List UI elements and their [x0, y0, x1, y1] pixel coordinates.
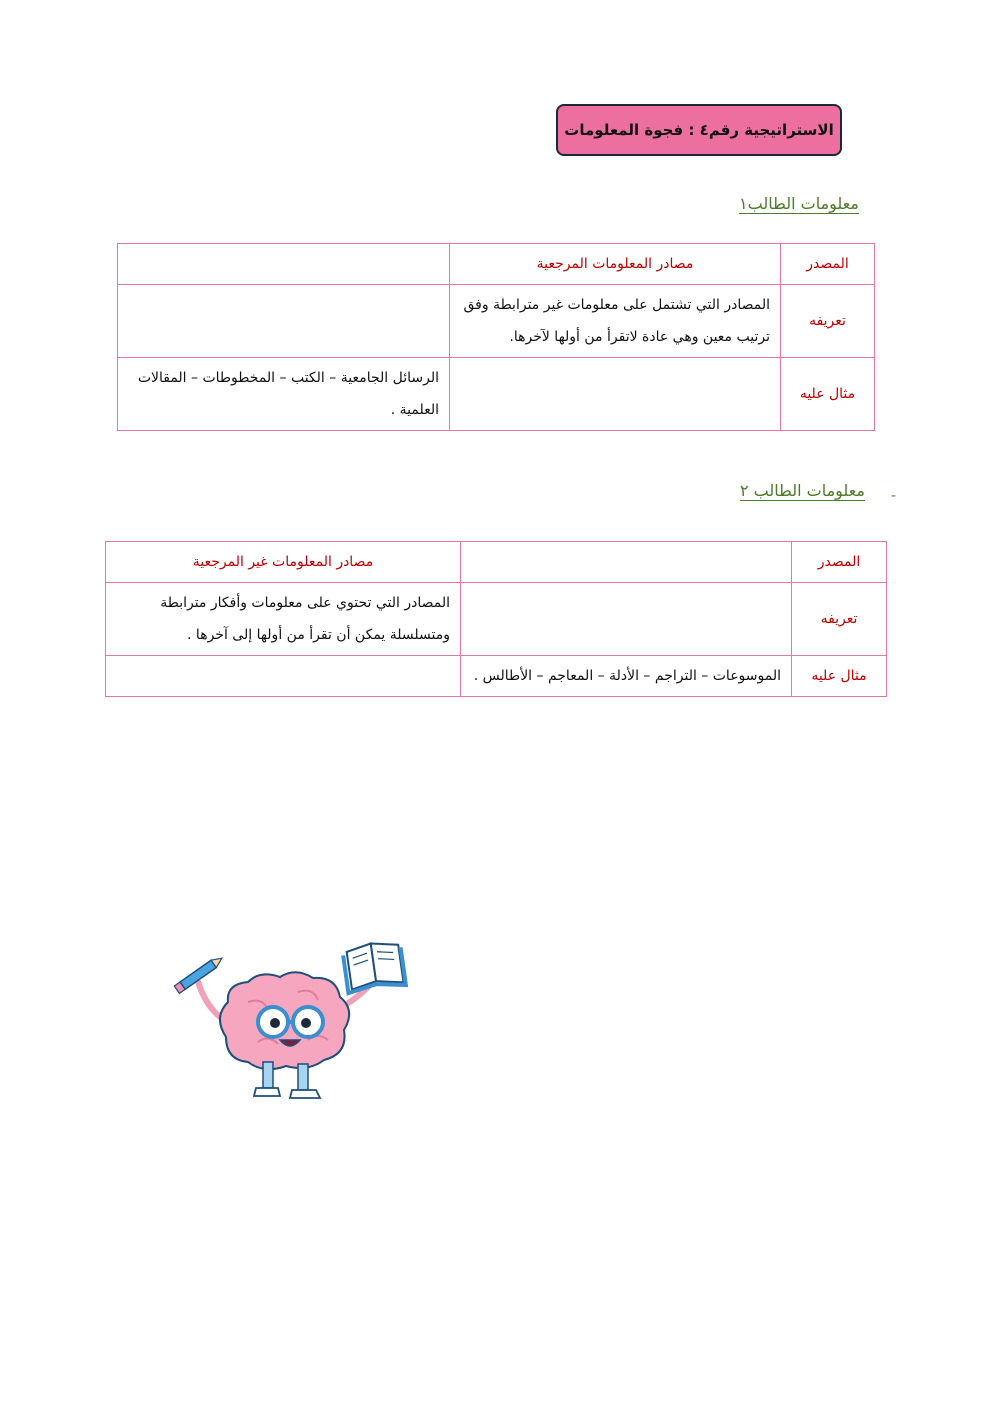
- row-label-definition: تعريفه: [792, 583, 887, 656]
- student2-heading: معلومات الطالب ٢: [739, 481, 865, 500]
- example-text: الرسائل الجامعية – الكتب – المخطوطات – المقالات العلمية .: [118, 358, 450, 431]
- brain-mascot-icon: [168, 942, 408, 1102]
- header-empty-cell: [118, 244, 450, 285]
- table-row: [118, 244, 875, 285]
- example-text: الموسوعات – التراجم – الأدلة – المعاجم – الأطالس .: [461, 656, 792, 697]
- definition-empty-cell: [118, 285, 450, 358]
- row-label-example: مثال عليه: [781, 358, 875, 431]
- table-row: [118, 285, 875, 358]
- table-row: [118, 358, 875, 431]
- example-empty-cell: [106, 656, 461, 697]
- strategy-title-text: الاستراتيجية رقم٤ : فجوة المعلومات: [564, 121, 834, 139]
- row-label-source: المصدر: [781, 244, 875, 285]
- stray-dash: -: [891, 488, 897, 504]
- definition-text: المصادر التي تشتمل على معلومات غير مترابطة وفق ترتيب معين وهي عادة لاتقرأ من أولها لآخرها.: [450, 285, 781, 358]
- table-row: [106, 583, 887, 656]
- header-non-reference-sources: مصادر المعلومات غير المرجعية: [106, 542, 461, 583]
- table-row: [106, 656, 887, 697]
- row-label-source: المصدر: [792, 542, 887, 583]
- definition-empty-cell: [461, 583, 792, 656]
- example-empty-cell: [450, 358, 781, 431]
- strategy-title: [556, 104, 842, 156]
- student2-table: [105, 541, 887, 697]
- header-reference-sources: مصادر المعلومات المرجعية: [450, 244, 781, 285]
- student1-heading: معلومات الطالب١: [739, 194, 859, 213]
- row-label-example: مثال عليه: [792, 656, 887, 697]
- student1-table: [117, 243, 875, 431]
- row-label-definition: تعريفه: [781, 285, 875, 358]
- table-row: [106, 542, 887, 583]
- header-empty-cell: [461, 542, 792, 583]
- definition-text: المصادر التي تحتوي على معلومات وأفكار مترابطة ومتسلسلة يمكن أن تقرأ من أولها إلى آخرها .: [106, 583, 461, 656]
